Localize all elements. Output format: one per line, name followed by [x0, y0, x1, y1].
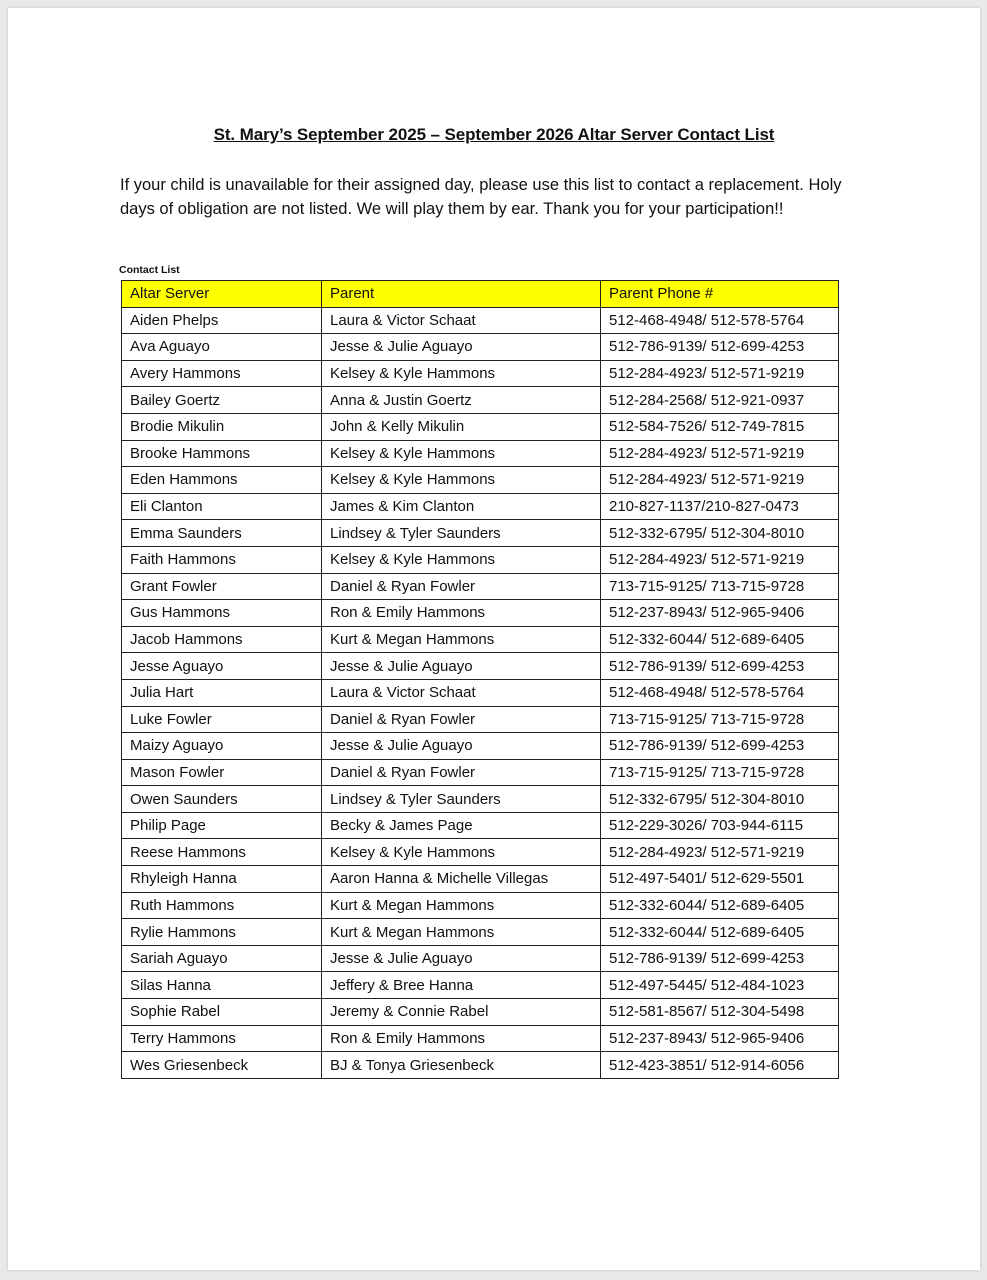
parent-name-cell: BJ & Tonya Griesenbeck — [322, 1052, 601, 1079]
parent-name-cell: Kelsey & Kyle Hammons — [322, 360, 601, 387]
parent-name-cell: James & Kim Clanton — [322, 493, 601, 520]
parent-phone-cell: 512-332-6795/ 512-304-8010 — [601, 520, 839, 547]
parent-phone-cell: 512-229-3026/ 703-944-6115 — [601, 812, 839, 839]
parent-name-cell: Daniel & Ryan Fowler — [322, 759, 601, 786]
table-row — [122, 307, 839, 334]
table-row — [122, 733, 839, 760]
server-name-cell: Terry Hammons — [122, 1025, 322, 1052]
table-row — [122, 999, 839, 1026]
document-title: St. Mary’s September 2025 – September 2026 Altar Server Contact List — [213, 125, 775, 144]
server-name-cell: Avery Hammons — [122, 360, 322, 387]
table-row — [122, 945, 839, 972]
table-row — [122, 440, 839, 467]
parent-name-cell: Jesse & Julie Aguayo — [322, 733, 601, 760]
server-name-cell: Silas Hanna — [122, 972, 322, 999]
parent-name-cell: Kurt & Megan Hammons — [322, 626, 601, 653]
server-name-cell: Emma Saunders — [122, 520, 322, 547]
server-name-cell: Jacob Hammons — [122, 626, 322, 653]
table-row — [122, 626, 839, 653]
server-name-cell: Maizy Aguayo — [122, 733, 322, 760]
parent-phone-cell: 512-786-9139/ 512-699-4253 — [601, 945, 839, 972]
parent-name-cell: Kelsey & Kyle Hammons — [322, 440, 601, 467]
parent-phone-cell: 512-237-8943/ 512-965-9406 — [601, 600, 839, 627]
parent-name-cell: Laura & Victor Schaat — [322, 307, 601, 334]
parent-name-cell: Kelsey & Kyle Hammons — [322, 546, 601, 573]
parent-name-cell: Lindsey & Tyler Saunders — [322, 786, 601, 813]
server-name-cell: Gus Hammons — [122, 600, 322, 627]
parent-name-cell: Jeffery & Bree Hanna — [322, 972, 601, 999]
table-body — [122, 307, 839, 1078]
table-row — [122, 467, 839, 494]
parent-name-cell: Lindsey & Tyler Saunders — [322, 520, 601, 547]
server-name-cell: Reese Hammons — [122, 839, 322, 866]
table-row — [122, 653, 839, 680]
server-name-cell: Eli Clanton — [122, 493, 322, 520]
server-name-cell: Eden Hammons — [122, 467, 322, 494]
server-name-cell: Sophie Rabel — [122, 999, 322, 1026]
parent-name-cell: Aaron Hanna & Michelle Villegas — [322, 866, 601, 893]
parent-phone-cell: 512-284-4923/ 512-571-9219 — [601, 546, 839, 573]
parent-name-cell: Ron & Emily Hammons — [322, 600, 601, 627]
table-row — [122, 520, 839, 547]
header-altar-server: Altar Server — [122, 281, 322, 308]
table-row — [122, 360, 839, 387]
table-row — [122, 839, 839, 866]
server-name-cell: Owen Saunders — [122, 786, 322, 813]
parent-phone-cell: 512-423-3851/ 512-914-6056 — [601, 1052, 839, 1079]
table-row — [122, 919, 839, 946]
server-name-cell: Julia Hart — [122, 679, 322, 706]
parent-phone-cell: 512-468-4948/ 512-578-5764 — [601, 679, 839, 706]
parent-phone-cell: 512-332-6044/ 512-689-6405 — [601, 892, 839, 919]
parent-phone-cell: 512-332-6044/ 512-689-6405 — [601, 626, 839, 653]
parent-phone-cell: 512-786-9139/ 512-699-4253 — [601, 653, 839, 680]
parent-phone-cell: 512-497-5401/ 512-629-5501 — [601, 866, 839, 893]
parent-phone-cell: 512-497-5445/ 512-484-1023 — [601, 972, 839, 999]
server-name-cell: Mason Fowler — [122, 759, 322, 786]
parent-phone-cell: 512-284-2568/ 512-921-0937 — [601, 387, 839, 414]
header-parent-phone: Parent Phone # — [601, 281, 839, 308]
server-name-cell: Wes Griesenbeck — [122, 1052, 322, 1079]
table-row — [122, 387, 839, 414]
parent-name-cell: Jesse & Julie Aguayo — [322, 945, 601, 972]
table-row — [122, 706, 839, 733]
document-page — [8, 8, 980, 1270]
server-name-cell: Philip Page — [122, 812, 322, 839]
table-caption: Contact List — [119, 264, 180, 276]
contact-table — [121, 280, 839, 1079]
parent-phone-cell: 512-284-4923/ 512-571-9219 — [601, 360, 839, 387]
table-row — [122, 1052, 839, 1079]
table-row — [122, 866, 839, 893]
table-row — [122, 413, 839, 440]
table-row — [122, 334, 839, 361]
parent-phone-cell: 512-332-6044/ 512-689-6405 — [601, 919, 839, 946]
parent-phone-cell: 512-584-7526/ 512-749-7815 — [601, 413, 839, 440]
table-row — [122, 493, 839, 520]
server-name-cell: Sariah Aguayo — [122, 945, 322, 972]
parent-name-cell: Kelsey & Kyle Hammons — [322, 467, 601, 494]
table-row — [122, 812, 839, 839]
parent-name-cell: Laura & Victor Schaat — [322, 679, 601, 706]
parent-phone-cell: 512-284-4923/ 512-571-9219 — [601, 467, 839, 494]
parent-name-cell: Kelsey & Kyle Hammons — [322, 839, 601, 866]
parent-phone-cell: 713-715-9125/ 713-715-9728 — [601, 573, 839, 600]
parent-phone-cell: 713-715-9125/ 713-715-9728 — [601, 759, 839, 786]
server-name-cell: Rylie Hammons — [122, 919, 322, 946]
table-row — [122, 546, 839, 573]
server-name-cell: Jesse Aguayo — [122, 653, 322, 680]
parent-name-cell: Daniel & Ryan Fowler — [322, 706, 601, 733]
parent-phone-cell: 512-237-8943/ 512-965-9406 — [601, 1025, 839, 1052]
table-row — [122, 759, 839, 786]
server-name-cell: Brodie Mikulin — [122, 413, 322, 440]
parent-phone-cell: 512-284-4923/ 512-571-9219 — [601, 839, 839, 866]
parent-name-cell: Kurt & Megan Hammons — [322, 892, 601, 919]
parent-name-cell: Daniel & Ryan Fowler — [322, 573, 601, 600]
server-name-cell: Rhyleigh Hanna — [122, 866, 322, 893]
server-name-cell: Aiden Phelps — [122, 307, 322, 334]
table-row — [122, 892, 839, 919]
table-header-row — [122, 281, 839, 308]
table-row — [122, 1025, 839, 1052]
parent-name-cell: Jesse & Julie Aguayo — [322, 334, 601, 361]
parent-name-cell: John & Kelly Mikulin — [322, 413, 601, 440]
parent-phone-cell: 512-581-8567/ 512-304-5498 — [601, 999, 839, 1026]
parent-name-cell: Anna & Justin Goertz — [322, 387, 601, 414]
parent-name-cell: Ron & Emily Hammons — [322, 1025, 601, 1052]
intro-paragraph: If your child is unavailable for their assigned day, please use this list to contact a replacement. Holy days of obligation are not listed. We will play them by ear. Thank you for your participation!! — [120, 176, 842, 218]
parent-phone-cell: 713-715-9125/ 713-715-9728 — [601, 706, 839, 733]
server-name-cell: Faith Hammons — [122, 546, 322, 573]
table-row — [122, 786, 839, 813]
parent-name-cell: Kurt & Megan Hammons — [322, 919, 601, 946]
table-row — [122, 600, 839, 627]
parent-name-cell: Jesse & Julie Aguayo — [322, 653, 601, 680]
table-row — [122, 573, 839, 600]
parent-phone-cell: 210-827-1137/210-827-0473 — [601, 493, 839, 520]
server-name-cell: Bailey Goertz — [122, 387, 322, 414]
parent-name-cell: Jeremy & Connie Rabel — [322, 999, 601, 1026]
server-name-cell: Luke Fowler — [122, 706, 322, 733]
server-name-cell: Ruth Hammons — [122, 892, 322, 919]
parent-phone-cell: 512-332-6795/ 512-304-8010 — [601, 786, 839, 813]
server-name-cell: Grant Fowler — [122, 573, 322, 600]
parent-phone-cell: 512-786-9139/ 512-699-4253 — [601, 334, 839, 361]
parent-phone-cell: 512-284-4923/ 512-571-9219 — [601, 440, 839, 467]
table-row — [122, 972, 839, 999]
table-row — [122, 679, 839, 706]
header-parent: Parent — [322, 281, 601, 308]
parent-phone-cell: 512-786-9139/ 512-699-4253 — [601, 733, 839, 760]
server-name-cell: Brooke Hammons — [122, 440, 322, 467]
server-name-cell: Ava Aguayo — [122, 334, 322, 361]
parent-name-cell: Becky & James Page — [322, 812, 601, 839]
parent-phone-cell: 512-468-4948/ 512-578-5764 — [601, 307, 839, 334]
